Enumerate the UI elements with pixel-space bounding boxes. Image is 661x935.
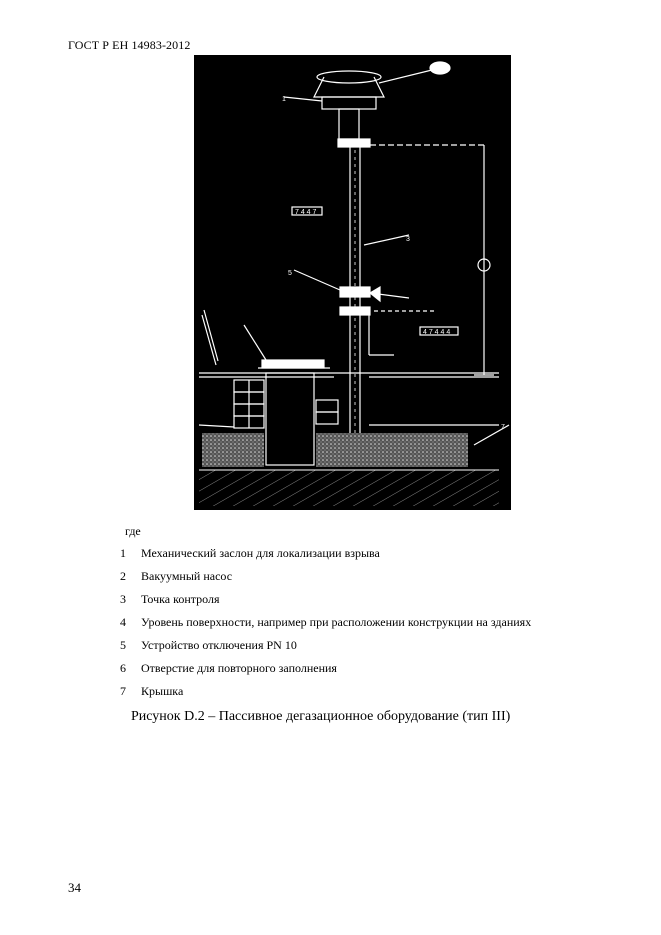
legend-item — [120, 615, 531, 638]
legend-item-text: Крышка — [141, 684, 184, 698]
legend-item-number: 5 — [120, 638, 126, 652]
legend-item — [120, 684, 531, 707]
legend-item-number: 3 — [120, 592, 126, 606]
legend-item-text: Устройство отключения PN 10 — [141, 638, 297, 652]
legend-item-text: Уровень поверхности, например при расположении конструкции на зданиях — [141, 615, 532, 629]
legend-item — [120, 546, 531, 569]
legend-item-text: Механический заслон для локализации взрыва — [141, 546, 380, 560]
legend-item — [120, 569, 531, 592]
legend-item — [120, 661, 531, 684]
legend-item-text: Вакуумный насос — [141, 569, 233, 583]
legend-item-number: 4 — [120, 615, 126, 629]
legend-item — [120, 638, 531, 661]
legend-item-number: 2 — [120, 569, 126, 583]
callout-7: 7 — [501, 424, 505, 431]
callout-1: 1 — [282, 96, 286, 103]
document-header: ГОСТ Р ЕН 14983-2012 — [68, 38, 191, 52]
legend-item — [120, 592, 531, 615]
legend-intro: где — [125, 524, 141, 538]
callout-5: 5 — [288, 270, 292, 277]
dim-label-top: 7 4 4 7 — [295, 209, 317, 216]
drawing-svg — [194, 55, 511, 510]
legend-item-number: 6 — [120, 661, 126, 675]
legend-item-text: Отверстие для повторного заполнения — [141, 661, 337, 675]
page-number: 34 — [68, 880, 81, 895]
legend-item-text: Точка контроля — [141, 592, 220, 606]
dim-label-mid: 4 7 4 4 4 — [423, 329, 451, 336]
legend-item-number: 7 — [120, 684, 126, 698]
legend-list — [120, 546, 531, 707]
callout-3: 3 — [406, 236, 410, 243]
equipment-drawing — [194, 55, 511, 510]
figure-caption: Рисунок D.2 – Пассивное дегазационное оборудование (тип III) — [131, 709, 511, 724]
legend-item-number: 1 — [120, 546, 126, 560]
